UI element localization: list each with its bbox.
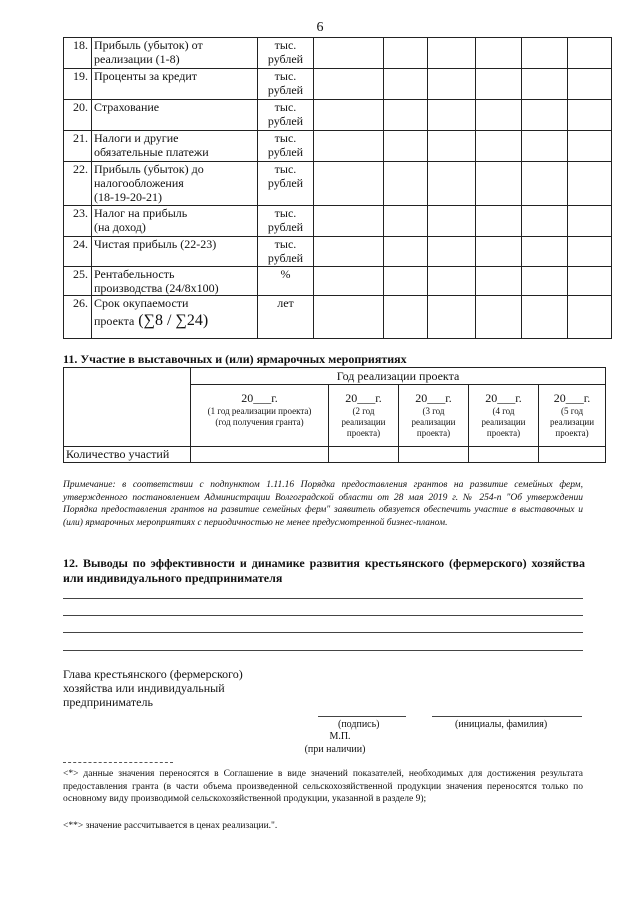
- year-label: 20___г.: [485, 391, 522, 405]
- year-column-header: [539, 385, 606, 447]
- conclusion-line[interactable]: [63, 650, 583, 651]
- section-12-title: 12. Выводы по эффективности и динамике развития крестьянского (фермерского) хозяйства или индивидуального предпринимателя: [63, 556, 585, 585]
- formula-prefix: проекта: [94, 314, 135, 328]
- head-line: Глава крестьянского (фермерского): [63, 667, 243, 681]
- exhibition-table: [63, 367, 606, 463]
- indicator-number: 26.: [64, 296, 92, 339]
- participation-count-label: Количество участий: [64, 447, 191, 463]
- indicator-number: 24.: [64, 237, 92, 267]
- year-column-header: [399, 385, 469, 447]
- indicator-number: 23.: [64, 206, 92, 237]
- indicator-name: [92, 100, 258, 131]
- indicator-unit-line: тыс.: [274, 100, 297, 114]
- indicator-value-cell[interactable]: [314, 131, 384, 162]
- indicator-name-line: Рентабельность: [94, 267, 175, 281]
- indicator-name-line: обязательные платежи: [94, 145, 209, 159]
- head-title: [63, 667, 243, 709]
- indicator-unit-line: тыс.: [274, 69, 297, 83]
- indicator-name: [92, 69, 258, 100]
- indicator-name-line: Налоги и другие: [94, 131, 179, 145]
- indicator-value-cell[interactable]: [384, 131, 428, 162]
- year-label: 20___г.: [415, 391, 452, 405]
- footnote-1: <*> данные значения переносятся в Соглашение в виде значений показателей, необходимых для достижения результата предоставления гранта (в части объема произведенной сельскохозяйственной продукции значения переносятся только по основному виду производимой сельскохозяйственной продукции, указанной в разделе 9);: [63, 769, 583, 804]
- indicator-unit-line: тыс.: [274, 206, 297, 220]
- indicator-formula-line: [94, 314, 257, 328]
- indicator-row: [64, 38, 612, 69]
- indicator-value-cell[interactable]: [314, 206, 384, 237]
- year-column-header: [469, 385, 539, 447]
- name-line[interactable]: [432, 716, 582, 717]
- indicator-name-line: налогообложения: [94, 176, 184, 190]
- year-sublabel: (1 год реализации проекта): [207, 406, 312, 416]
- indicator-unit-line: тыс.: [274, 38, 297, 52]
- participation-cell[interactable]: [539, 447, 606, 463]
- indicator-row: [64, 162, 612, 206]
- indicator-name-line: реализации (1-8): [94, 52, 180, 66]
- year-column-header: [191, 385, 329, 447]
- indicator-value-cell[interactable]: [428, 206, 476, 237]
- indicator-name-line: производства (24/8х100): [94, 281, 219, 295]
- indicator-value-cell[interactable]: [314, 267, 384, 296]
- indicator-value-cell[interactable]: [568, 131, 612, 162]
- year-sublabel: реализации: [411, 417, 456, 427]
- indicator-value-cell[interactable]: [384, 296, 428, 339]
- footnote-separator: [63, 762, 173, 763]
- footnote-2: <**> значение рассчитывается в ценах реализации.".: [63, 821, 278, 831]
- year-sublabel: (2 год: [352, 406, 375, 416]
- indicator-value-cell[interactable]: [568, 267, 612, 296]
- indicator-row: [64, 100, 612, 131]
- indicator-row: [64, 131, 612, 162]
- year-sublabel: проекта): [416, 428, 451, 438]
- year-sublabel: реализации: [481, 417, 526, 427]
- year-sublabel: проекта): [555, 428, 589, 438]
- indicator-name: [92, 162, 258, 206]
- year-sublabel: (5 год: [561, 406, 584, 416]
- indicator-unit-line: лет: [277, 296, 294, 310]
- indicator-row: [64, 267, 612, 296]
- indicator-value-cell[interactable]: [568, 296, 612, 339]
- indicator-value-cell[interactable]: [314, 296, 384, 339]
- indicator-unit-line: тыс.: [274, 162, 297, 176]
- indicator-unit-line: тыс.: [274, 131, 297, 145]
- indicator-name: [92, 206, 258, 237]
- indicator-value-cell[interactable]: [568, 38, 612, 69]
- indicator-number: 21.: [64, 131, 92, 162]
- conclusion-line[interactable]: [63, 632, 583, 633]
- section-11-title: 11. Участие в выставочных и (или) ярмарочных мероприятиях: [63, 352, 407, 366]
- indicator-number: 19.: [64, 69, 92, 100]
- indicator-value-cell[interactable]: [522, 69, 568, 100]
- indicator-value-cell[interactable]: [476, 162, 522, 206]
- signature-caption: (подпись): [338, 719, 380, 730]
- indicator-unit: [258, 38, 314, 69]
- indicator-value-cell[interactable]: [384, 100, 428, 131]
- indicator-unit: [258, 69, 314, 100]
- participation-cell[interactable]: [191, 447, 329, 463]
- indicator-value-cell[interactable]: [384, 69, 428, 100]
- indicator-row: [64, 206, 612, 237]
- conclusion-line[interactable]: [63, 615, 583, 616]
- participation-cell[interactable]: [329, 447, 399, 463]
- indicator-number: 25.: [64, 267, 92, 296]
- year-label: 20___г.: [241, 391, 278, 405]
- indicator-unit: [258, 131, 314, 162]
- indicator-name-line: Срок окупаемости: [94, 296, 189, 310]
- stamp-note: (при наличии): [304, 744, 366, 755]
- indicator-name-line: Прибыль (убыток) до: [94, 162, 204, 176]
- indicator-value-cell[interactable]: [476, 131, 522, 162]
- indicator-number: 18.: [64, 38, 92, 69]
- indicator-value-cell[interactable]: [568, 162, 612, 206]
- year-sublabel: (год получения гранта): [215, 417, 304, 427]
- year-label: 20___г.: [553, 391, 591, 405]
- indicator-name-line: Прибыль (убыток) от: [94, 38, 203, 52]
- note-paragraph: Примечание: в соответствии с подпунктом 1.11.16 Порядка предоставления грантов на развитие семейных ферм, утвержденного постановлением Администрации Волгоградской области от 28 мая 2019 г. № 254-п "Об утверждении Порядка предоставления грантов на развитие семейных ферм" заявитель обязуется обеспечить участие в выставочных и (или) ярмарочных мероприятиях с периодичностью не менее предусмотренной бизнес-планом.: [63, 480, 583, 528]
- indicator-name: [92, 237, 258, 267]
- indicator-row: [64, 69, 612, 100]
- indicator-value-cell[interactable]: [384, 237, 428, 267]
- indicator-unit-line: рублей: [267, 176, 304, 190]
- indicator-value-cell[interactable]: [428, 100, 476, 131]
- indicator-unit: [258, 162, 314, 206]
- participation-cell[interactable]: [469, 447, 539, 463]
- indicator-name-line: Страхование: [94, 100, 160, 114]
- indicator-unit: [258, 206, 314, 237]
- year-sublabel: реализации: [550, 417, 595, 427]
- indicator-value-cell[interactable]: [428, 237, 476, 267]
- indicator-value-cell[interactable]: [314, 237, 384, 267]
- indicator-value-cell[interactable]: [522, 237, 568, 267]
- indicator-value-cell[interactable]: [568, 206, 612, 237]
- indicator-name: [92, 267, 258, 296]
- conclusion-line[interactable]: [63, 598, 583, 599]
- indicator-value-cell[interactable]: [428, 69, 476, 100]
- indicator-value-cell[interactable]: [428, 162, 476, 206]
- indicator-unit-line: рублей: [267, 52, 304, 66]
- indicator-name-line: (18-19-20-21): [94, 190, 162, 204]
- indicator-unit: [258, 100, 314, 131]
- indicator-value-cell[interactable]: [568, 100, 612, 131]
- indicator-value-cell[interactable]: [476, 237, 522, 267]
- page-number: 6: [316, 20, 324, 35]
- indicator-value-cell[interactable]: [522, 38, 568, 69]
- indicator-name-line: Чистая прибыль (22-23): [94, 237, 217, 251]
- indicator-value-cell[interactable]: [568, 69, 612, 100]
- indicator-value-cell[interactable]: [314, 162, 384, 206]
- indicator-value-cell[interactable]: [522, 206, 568, 237]
- year-label: 20___г.: [345, 391, 382, 405]
- year-sublabel: реализации: [341, 417, 386, 427]
- indicator-unit: [258, 296, 314, 339]
- indicator-unit-line: рублей: [267, 220, 304, 234]
- indicator-value-cell[interactable]: [428, 296, 476, 339]
- indicator-name-line: Проценты за кредит: [94, 69, 197, 83]
- indicator-unit-line: рублей: [267, 83, 304, 97]
- year-sublabel: (4 год: [492, 406, 515, 416]
- indicator-value-cell[interactable]: [314, 69, 384, 100]
- indicator-value-cell[interactable]: [384, 267, 428, 296]
- indicator-unit: [258, 267, 314, 296]
- indicator-value-cell[interactable]: [522, 296, 568, 339]
- indicator-name-line: (на доход): [94, 220, 146, 234]
- indicator-unit-line: тыс.: [274, 237, 297, 251]
- indicator-value-cell[interactable]: [314, 100, 384, 131]
- indicator-number: 22.: [64, 162, 92, 206]
- name-caption: (инициалы, фамилия): [455, 719, 548, 730]
- indicator-number: 20.: [64, 100, 92, 131]
- indicator-value-cell[interactable]: [428, 38, 476, 69]
- indicator-unit-line: рублей: [267, 114, 304, 128]
- indicator-row: [64, 237, 612, 267]
- indicator-unit-line: рублей: [267, 251, 304, 265]
- indicator-value-cell[interactable]: [384, 38, 428, 69]
- indicator-value-cell[interactable]: [476, 267, 522, 296]
- indicator-value-cell[interactable]: [522, 162, 568, 206]
- indicator-unit: [258, 237, 314, 267]
- signature-line[interactable]: [318, 716, 406, 717]
- indicator-name: [92, 131, 258, 162]
- exhibition-corner-cell: [64, 368, 191, 447]
- stamp-place: М.П.: [329, 731, 351, 742]
- indicator-value-cell[interactable]: [428, 267, 476, 296]
- year-sublabel: проекта): [486, 428, 521, 438]
- year-sublabel: проекта): [346, 428, 381, 438]
- head-line: хозяйства или индивидуальный: [63, 681, 225, 695]
- indicator-value-cell[interactable]: [476, 38, 522, 69]
- indicator-name: [92, 38, 258, 69]
- indicator-unit-line: рублей: [267, 145, 304, 159]
- indicator-name-line: Налог на прибыль: [94, 206, 188, 220]
- year-sublabel: (3 год: [422, 406, 445, 416]
- indicator-value-cell[interactable]: [428, 131, 476, 162]
- indicator-value-cell[interactable]: [476, 69, 522, 100]
- indicator-value-cell[interactable]: [476, 206, 522, 237]
- indicator-value-cell[interactable]: [522, 131, 568, 162]
- head-line: предприниматель: [63, 695, 153, 709]
- indicator-value-cell[interactable]: [522, 100, 568, 131]
- year-header: Год реализации проекта: [191, 368, 606, 385]
- indicator-value-cell[interactable]: [476, 100, 522, 131]
- year-column-header: [329, 385, 399, 447]
- indicator-value-cell[interactable]: [522, 267, 568, 296]
- indicator-value-cell[interactable]: [314, 38, 384, 69]
- participation-cell[interactable]: [399, 447, 469, 463]
- indicator-name: [92, 296, 258, 339]
- indicator-value-cell[interactable]: [568, 237, 612, 267]
- indicator-unit-line: %: [280, 267, 291, 281]
- indicator-value-cell[interactable]: [384, 162, 428, 206]
- indicators-table: [63, 37, 612, 339]
- indicator-value-cell[interactable]: [384, 206, 428, 237]
- indicator-value-cell[interactable]: [476, 296, 522, 339]
- indicator-row: [64, 296, 612, 339]
- payback-formula: (∑8 / ∑24): [138, 312, 209, 329]
